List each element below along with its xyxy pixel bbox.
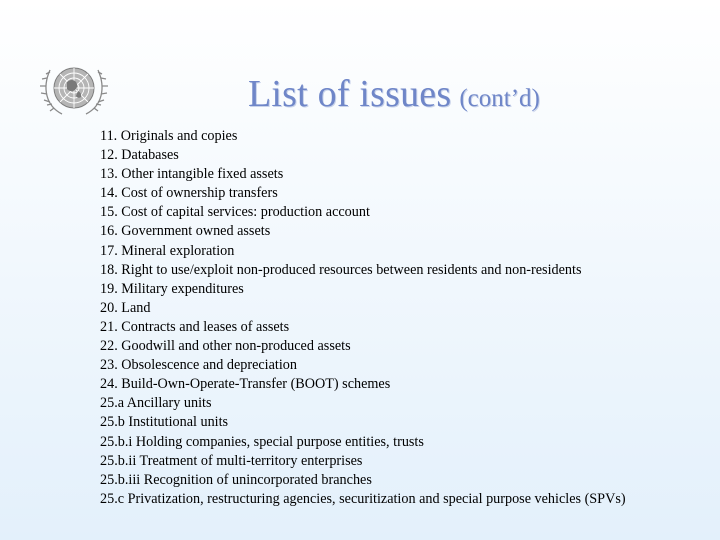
issues-list bbox=[100, 127, 626, 509]
list-item: 12. Databases bbox=[100, 147, 179, 164]
list-item: 25.b.i Holding companies, special purpose entities, trusts bbox=[100, 433, 424, 450]
list-item: 15. Cost of capital services: production account bbox=[100, 204, 370, 221]
list-item: 19. Military expenditures bbox=[100, 280, 244, 297]
list-item: 13. Other intangible fixed assets bbox=[100, 166, 284, 183]
list-item: 25.b.iii Recognition of unincorporated branches bbox=[100, 471, 372, 488]
list-item: 22. Goodwill and other non-produced assets bbox=[100, 338, 351, 355]
list-item: 18. Right to use/exploit non-produced resources between residents and non-residents bbox=[100, 261, 582, 278]
list-item: 14. Cost of ownership transfers bbox=[100, 185, 278, 202]
list-item: 25.c Privatization, restructuring agencies, securitization and special purpose vehicles (SPVs) bbox=[100, 490, 626, 507]
list-item: 23. Obsolescence and depreciation bbox=[100, 357, 297, 374]
list-item: 16. Government owned assets bbox=[100, 223, 271, 240]
list-item: 25.b.ii Treatment of multi-territory enterprises bbox=[100, 452, 363, 469]
title-suffix: (cont’d) bbox=[459, 85, 540, 112]
list-item: 21. Contracts and leases of assets bbox=[100, 318, 290, 335]
title-text: List of issues bbox=[248, 73, 452, 115]
list-item: 20. Land bbox=[100, 299, 151, 316]
list-item: 17. Mineral exploration bbox=[100, 242, 235, 259]
list-item: 25.b Institutional units bbox=[100, 414, 229, 431]
list-item: 11. Originals and copies bbox=[100, 128, 238, 144]
page-title bbox=[248, 72, 540, 116]
list-item: 24. Build-Own-Operate-Transfer (BOOT) schemes bbox=[100, 376, 391, 393]
un-emblem-icon bbox=[40, 58, 108, 120]
list-item: 25.a Ancillary units bbox=[100, 395, 212, 412]
